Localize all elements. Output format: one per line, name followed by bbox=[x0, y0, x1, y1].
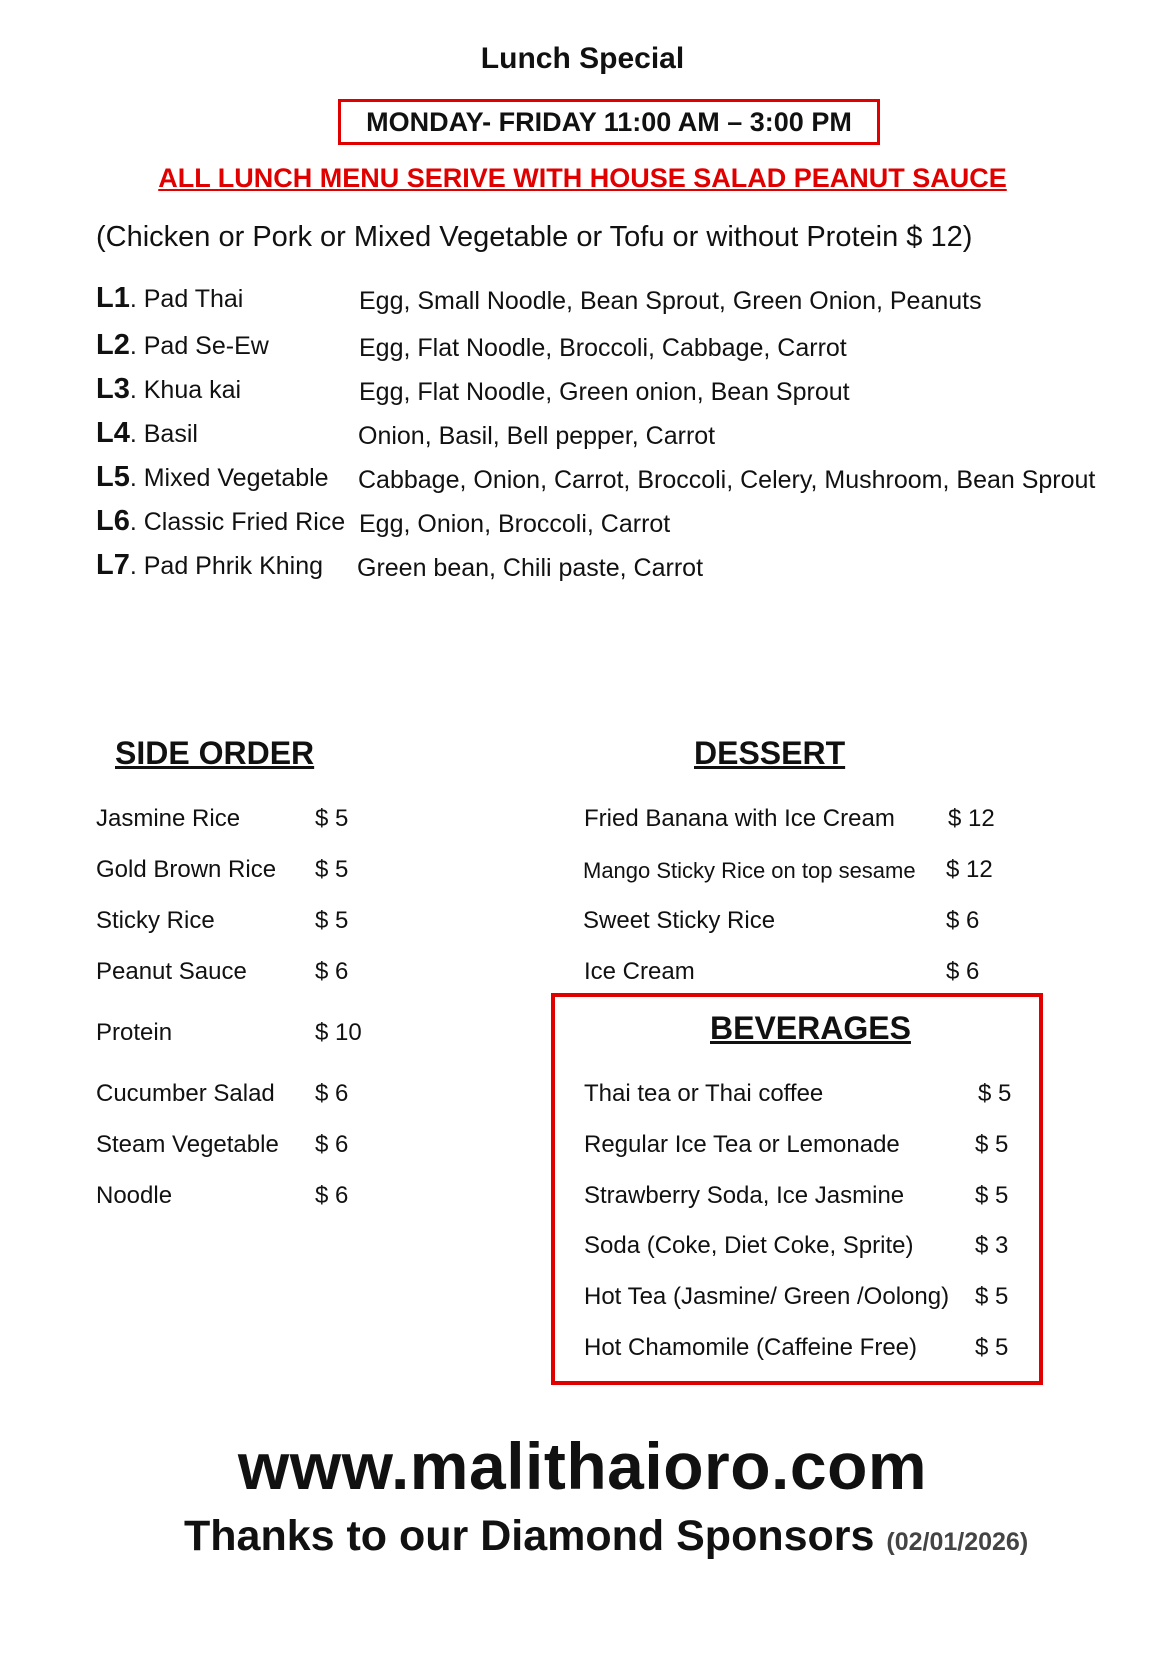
side-order-price: $ 5 bbox=[315, 805, 349, 832]
side-order-name: Gold Brown Rice bbox=[96, 856, 277, 883]
side-order-price: $ 10 bbox=[315, 1019, 362, 1046]
lunch-item bbox=[96, 461, 329, 494]
protein-options: (Chicken or Pork or Mixed Vegetable or Tofu or without Protein $ 12) bbox=[96, 221, 973, 253]
lunch-item bbox=[96, 505, 345, 538]
dessert-name: Mango Sticky Rice on top sesame bbox=[583, 858, 916, 883]
beverage-price: $ 5 bbox=[978, 1080, 1012, 1107]
lunch-item bbox=[96, 373, 241, 406]
side-order-name: Cucumber Salad bbox=[96, 1080, 275, 1107]
dessert-price: $ 6 bbox=[946, 958, 980, 985]
lunch-code: L1 bbox=[96, 282, 130, 314]
lunch-ingredients: Cabbage, Onion, Carrot, Broccoli, Celery, Mushroom, Bean Sprout bbox=[358, 466, 1096, 494]
sponsors-line bbox=[184, 1512, 1028, 1561]
hours-box bbox=[338, 99, 880, 145]
lunch-ingredients: Egg, Flat Noodle, Green onion, Bean Sprout bbox=[359, 378, 850, 406]
lunch-name: . Pad Thai bbox=[129, 285, 244, 313]
side-order-name: Jasmine Rice bbox=[96, 805, 241, 832]
beverage-price: $ 5 bbox=[975, 1283, 1009, 1310]
lunch-ingredients: Onion, Basil, Bell pepper, Carrot bbox=[358, 422, 716, 450]
side-order-name: Sticky Rice bbox=[96, 907, 215, 934]
lunch-name: . Pad Phrik Khing bbox=[129, 552, 324, 580]
lunch-ingredients: Green bean, Chili paste, Carrot bbox=[357, 554, 704, 582]
lunch-item bbox=[96, 282, 243, 315]
lunch-name: . Pad Se-Ew bbox=[129, 332, 269, 360]
lunch-name: . Classic Fried Rice bbox=[129, 508, 346, 536]
side-order-price: $ 6 bbox=[315, 1131, 349, 1158]
lunch-name: . Basil bbox=[129, 420, 198, 448]
lunch-item bbox=[96, 417, 198, 450]
side-order-name: Peanut Sauce bbox=[96, 958, 247, 985]
hours-text: MONDAY- FRIDAY 11:00 AM – 3:00 PM bbox=[366, 106, 852, 137]
lunch-item bbox=[96, 329, 269, 362]
side-order-price: $ 6 bbox=[315, 958, 349, 985]
beverage-name: Hot Chamomile (Caffeine Free) bbox=[584, 1334, 918, 1361]
page-title: Lunch Special bbox=[480, 42, 685, 75]
beverage-name: Strawberry Soda, Ice Jasmine bbox=[584, 1182, 905, 1209]
dessert-heading: DESSERT bbox=[694, 735, 846, 771]
lunch-name: . Mixed Vegetable bbox=[129, 464, 329, 492]
side-order-price: $ 6 bbox=[315, 1182, 349, 1209]
side-order-name: Protein bbox=[96, 1019, 173, 1046]
dessert-name: Ice Cream bbox=[584, 958, 695, 985]
website-url[interactable]: www.malithaioro.com bbox=[237, 1429, 928, 1503]
side-order-price: $ 5 bbox=[315, 907, 349, 934]
side-order-price: $ 6 bbox=[315, 1080, 349, 1107]
lunch-code: L3 bbox=[96, 373, 130, 405]
lunch-code: L5 bbox=[96, 461, 130, 493]
side-order-name: Noodle bbox=[96, 1182, 173, 1209]
lunch-notice: ALL LUNCH MENU SERIVE WITH HOUSE SALAD PEANUT SAUCE bbox=[158, 163, 1007, 193]
lunch-code: L7 bbox=[96, 549, 130, 581]
dessert-price: $ 12 bbox=[946, 856, 993, 883]
beverage-price: $ 5 bbox=[975, 1334, 1009, 1361]
sponsors-text: Thanks to our Diamond Sponsors bbox=[184, 1512, 875, 1560]
lunch-code: L2 bbox=[96, 329, 130, 361]
dessert-name: Fried Banana with Ice Cream bbox=[584, 805, 895, 832]
beverage-price: $ 5 bbox=[975, 1182, 1009, 1209]
dessert-name: Sweet Sticky Rice bbox=[583, 907, 776, 934]
lunch-ingredients: Egg, Onion, Broccoli, Carrot bbox=[359, 510, 671, 538]
beverage-name: Thai tea or Thai coffee bbox=[584, 1080, 824, 1107]
side-order-heading: SIDE ORDER bbox=[115, 735, 315, 771]
beverage-name: Regular Ice Tea or Lemonade bbox=[584, 1131, 900, 1158]
beverages-heading: BEVERAGES bbox=[710, 1010, 911, 1046]
beverage-price: $ 5 bbox=[975, 1131, 1009, 1158]
sponsor-date: (02/01/2026) bbox=[886, 1528, 1029, 1556]
dessert-price: $ 6 bbox=[946, 907, 980, 934]
dessert-price: $ 12 bbox=[948, 805, 995, 832]
beverage-name: Hot Tea (Jasmine/ Green /Oolong) bbox=[584, 1283, 950, 1310]
lunch-ingredients: Egg, Small Noodle, Bean Sprout, Green Onion, Peanuts bbox=[359, 287, 982, 315]
beverage-name: Soda (Coke, Diet Coke, Sprite) bbox=[584, 1232, 914, 1259]
lunch-item bbox=[96, 549, 323, 582]
side-order-name: Steam Vegetable bbox=[96, 1131, 279, 1158]
side-order-price: $ 5 bbox=[315, 856, 349, 883]
beverage-price: $ 3 bbox=[975, 1232, 1009, 1259]
lunch-code: L4 bbox=[96, 417, 130, 449]
lunch-code: L6 bbox=[96, 505, 130, 537]
lunch-ingredients: Egg, Flat Noodle, Broccoli, Cabbage, Carrot bbox=[359, 334, 847, 362]
lunch-name: . Khua kai bbox=[129, 376, 242, 404]
